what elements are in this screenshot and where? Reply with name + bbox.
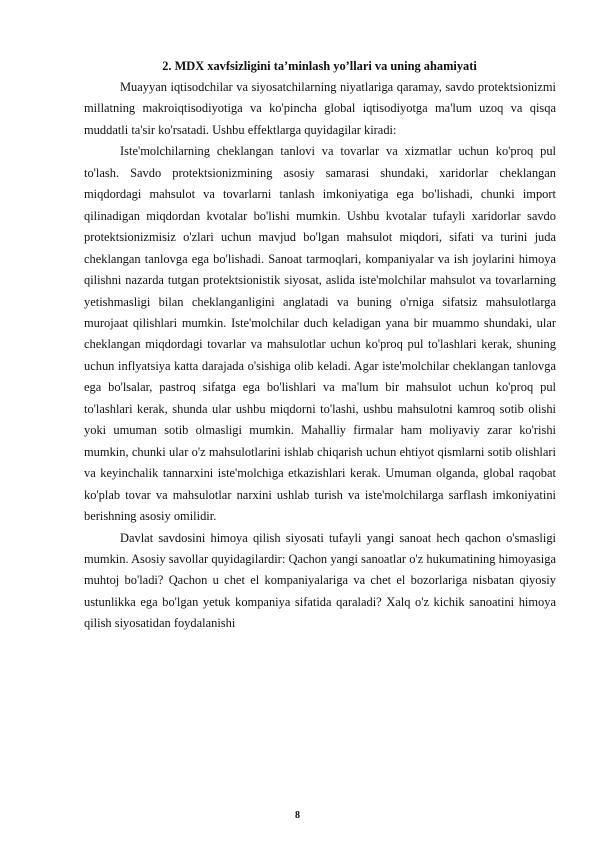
- section-heading: 2. MDX xavfsizligini ta’minlash yo’llari va uning ahamiyati: [162, 59, 477, 73]
- body-text: [84, 77, 556, 635]
- page-number: 8: [295, 810, 300, 821]
- paragraph-3: Davlat savdosini himoya qilish siyosati tufayli yangi sanoat hech qachon o'smasligi mumkin. Asosiy savollar quyidagilardir: Qachon yangi sanoatlar o'z hukumatining himoyasiga muhtoj bo'ladi? Qachon u chet el kompaniyalariga va chet el bozorlariga nisbatan qiyosiy ustunlikka ega bo'lgan yetuk kompaniya sifatida qaraladi? Xalq o'z kichik sanoatini himoya qilish siyosatidan foydalanishi: [84, 530, 556, 631]
- paragraph-2: Iste'molchilarning cheklangan tanlovi va tovarlar va xizmatlar uchun ko'proq pul to'lash. Savdo protektsionizmining asosiy samarasi shundaki, xaridorlar cheklangan miqdordagi mahsulot va tovarlarni tanlash imkoniyatiga ega bo'lishadi, chunki import qilinadigan miqdordan kvotalar bo'lishi mumkin. Ushbu kvotalar tufayli xaridorlar savdo protektsionizmisiz o'zlari uchun mavjud bo'lgan mahsulot miqdori, sifati va turini juda cheklangan tanlovga ega bo'lishadi. Sanoat tarmoqlari, kompaniyalar va ish joylarini himoya qilishni nazarda tutgan protektsionistik siyosat, aslida iste'molchilar mahsulot va tovarlarning yetishmasligi bilan cheklanganligini anglatadi va buning o'rniga sifatsiz mahsulotlarga murojaat qilishlari mumkin. Iste'molchilar duch keladigan yana bir muammo shundaki, ular cheklangan miqdordagi tovarlar va mahsulotlar uchun ko'proq pul to'lashlari kerak, shuning uchun inflyatsiya katta darajada o'sishiga olib keladi. Agar iste'molchilar cheklangan tanlovga ega bo'lsalar, pastroq sifatga ega bo'lishlari va ma'lum bir mahsulot uchun ko'proq pul to'lashlari kerak, shunda ular ushbu miqdorni to'lashi, ushbu mahsulotni kamroq sotib olishi yoki umuman sotib olmasligi mumkin. Mahalliy firmalar ham moliyaviy zarar ko'rishi mumkin, chunki ular o'z mahsulotlarini ishlab chiqarish uchun ehtiyot qismlarni sotib olishlari va keyinchalik tannarxini iste'molchiga etkazishlari kerak. Umuman olganda, global raqobat ko'plab tovar va mahsulotlar narxini ushlab turish va iste'molchilarga sarflash imkoniyatini berishning asosiy omilidir.: [84, 144, 556, 524]
- paragraph-1: Muayyan iqtisodchilar va siyosatchilarning niyatlariga qaramay, savdo protektsionizmi millatning makroiqtisodiyotiga va ko'pincha global iqtisodiyotga ma'lum uzoq va qisqa muddatli ta'sir ko'rsatadi. Ushbu effektlarga quyidagilar kiradi:: [84, 80, 556, 137]
